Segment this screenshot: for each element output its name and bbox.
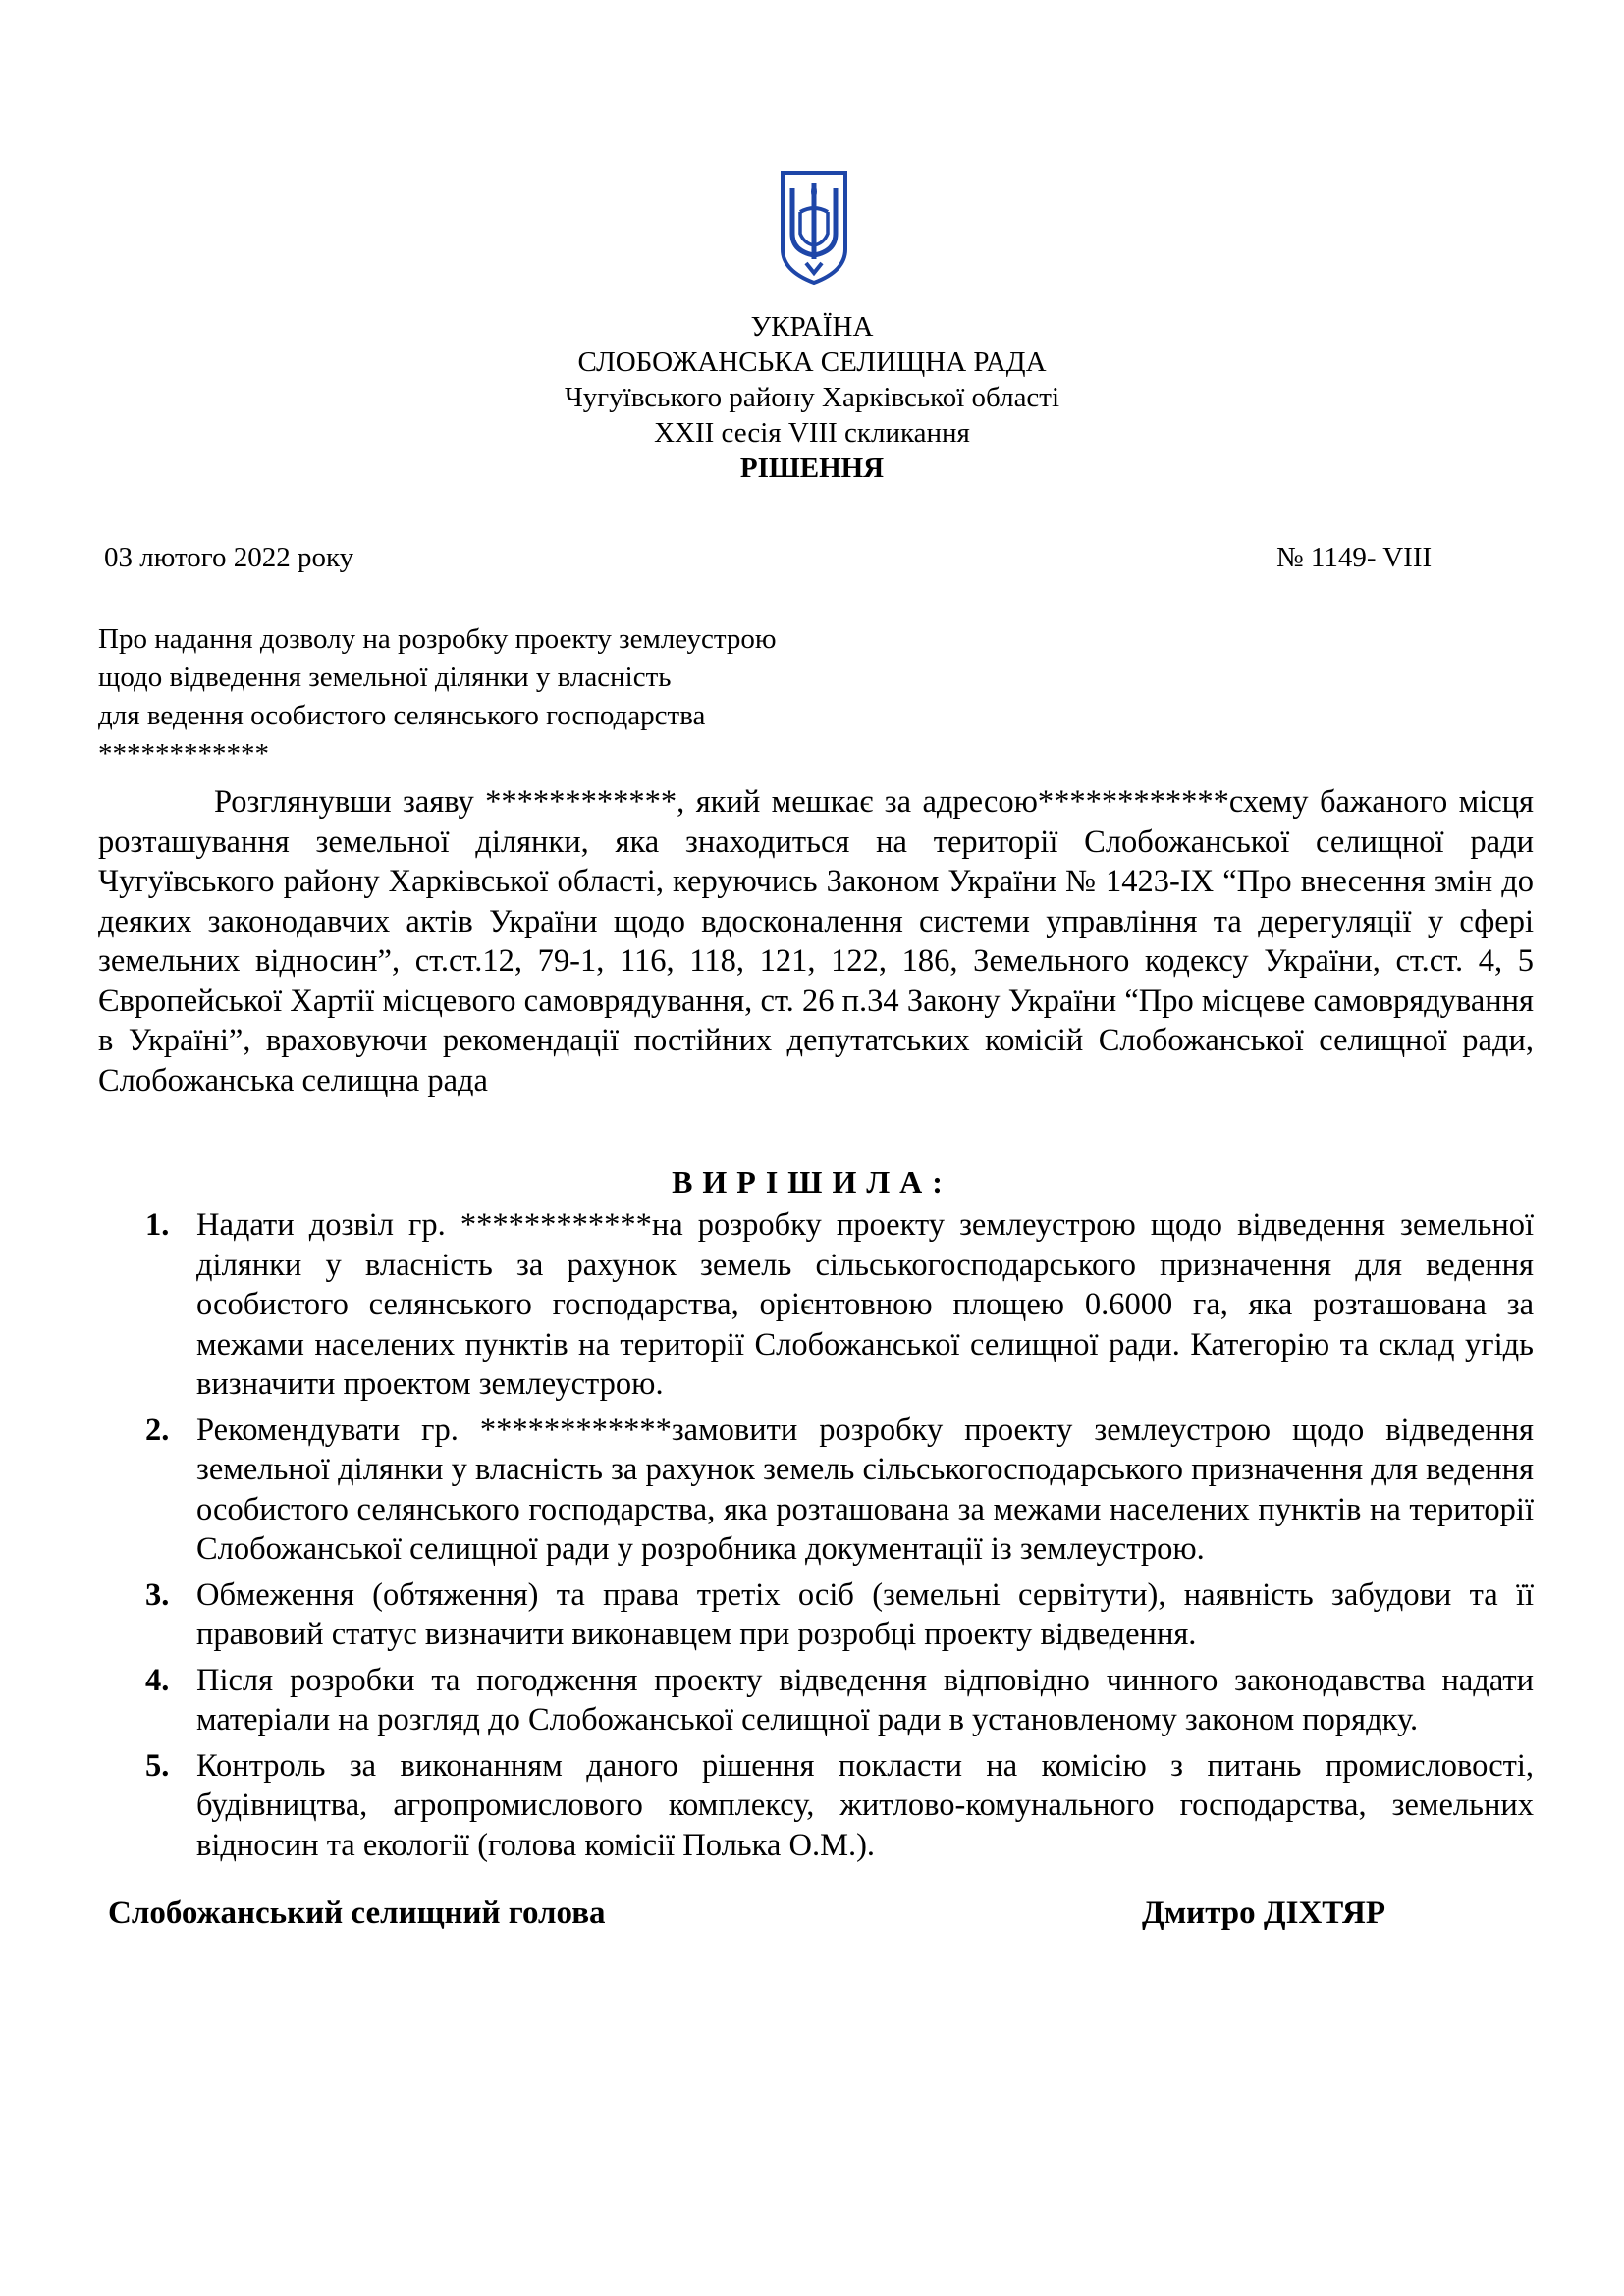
- country-name: УКРАЇНА: [750, 311, 874, 343]
- document-date: 03 лютого 2022 року: [104, 542, 354, 573]
- subject-line: для ведення особистого селянського господарства: [98, 700, 706, 731]
- item-number: 2.: [145, 1412, 170, 1448]
- document-header: [0, 309, 1624, 486]
- signer-name: Дмитро ДІХТЯР: [1142, 1896, 1386, 1931]
- resolved-heading: ВИРІШИЛА:: [672, 1164, 952, 1200]
- resolution-item: [98, 1205, 1534, 1405]
- council-name: СЛОБОЖАНСЬКА СЕЛИЩНА РАДА: [577, 347, 1047, 378]
- item-number: 1.: [145, 1207, 170, 1243]
- item-text: Контроль за виконанням даного рішення покласти на комісію з питань промисловості, будівництва, агропромислового комплексу, житлово-комунального господарства, земельних відносин та екології (голова комісії Полька О.М.).: [196, 1747, 1534, 1863]
- item-text: Обмеження (обтяження) та права третіх осіб (земельні сервітути), наявність забудови та її правовий статус визначити виконавцем при розробці проекту відведення.: [196, 1576, 1534, 1652]
- item-text: Надати дозвіл гр. ************на розробку проекту землеустрою щодо відведення земельної ділянки у власність за рахунок земель сільськогосподарського призначення для ведення особистого селянського господарства, орієнтовною площею 0.6000 га, яка розташована за межами населених пунктів на території Слобожанської селищної ради. Категорію та склад угідь визначити проектом землеустрою.: [196, 1207, 1534, 1402]
- subject-line: ************: [98, 738, 269, 770]
- signer-title: Слобожанський селищний голова: [108, 1896, 606, 1931]
- item-number: 3.: [145, 1576, 170, 1613]
- item-text: Рекомендувати гр. ************замовити розробку проекту землеустрою щодо відведення земельної ділянки у власність за рахунок земель сільськогосподарського призначення для ведення особистого селянського господарства, яка розташована за межами населених пунктів на території Слобожанської селищної ради у розробника документації із землеустрою.: [196, 1412, 1534, 1567]
- document-subject: [98, 620, 777, 774]
- document-type: РІШЕННЯ: [739, 453, 885, 484]
- document-number: № 1149- VIII: [1276, 542, 1433, 573]
- resolution-item: [98, 1746, 1534, 1866]
- preamble-paragraph: Розглянувши заяву ************, який мешкає за адресою************схему бажаного місця розташування земельної ділянки, яка знаходиться на території Слобожанської селищної ради Чугуївського району Харківської області, керуючись Законом України № 1423-IX “Про внесення змін до деяких законодавчих актів України щодо вдосконалення системи управління та дерегуляції у сфері земельних відносин”, ст.ст.12, 79-1, 116, 118, 121, 122, 186, Земельного кодексу України, ст.ст. 4, 5 Європейської Хартії місцевого самоврядування, ст. 26 п.34 Закону України “Про місцеве самоврядування в Україні”, враховуючи рекомендації постійних депутатських комісій Слобожанської селищної ради, Слобожанська селищна рада: [98, 784, 1534, 1098]
- resolution-item: [98, 1411, 1534, 1570]
- resolution-item: [98, 1575, 1534, 1655]
- resolution-item: [98, 1661, 1534, 1740]
- session-info: XXII сесія VIII скликання: [654, 417, 970, 449]
- item-text: Після розробки та погодження проекту відведення відповідно чинного законодавства надати матеріали на розгляд до Слобожанської селищної ради в установленому законом порядку.: [196, 1662, 1534, 1737]
- subject-line: щодо відведення земельної ділянки у власність: [98, 662, 672, 693]
- resolution-items: [98, 1205, 1534, 1871]
- district-name: Чугуївського району Харківської області: [564, 382, 1060, 413]
- item-number: 4.: [145, 1662, 170, 1698]
- coat-of-arms-trident-icon: [779, 169, 849, 287]
- subject-line: Про надання дозволу на розробку проекту землеустрою: [98, 623, 777, 655]
- item-number: 5.: [145, 1747, 170, 1784]
